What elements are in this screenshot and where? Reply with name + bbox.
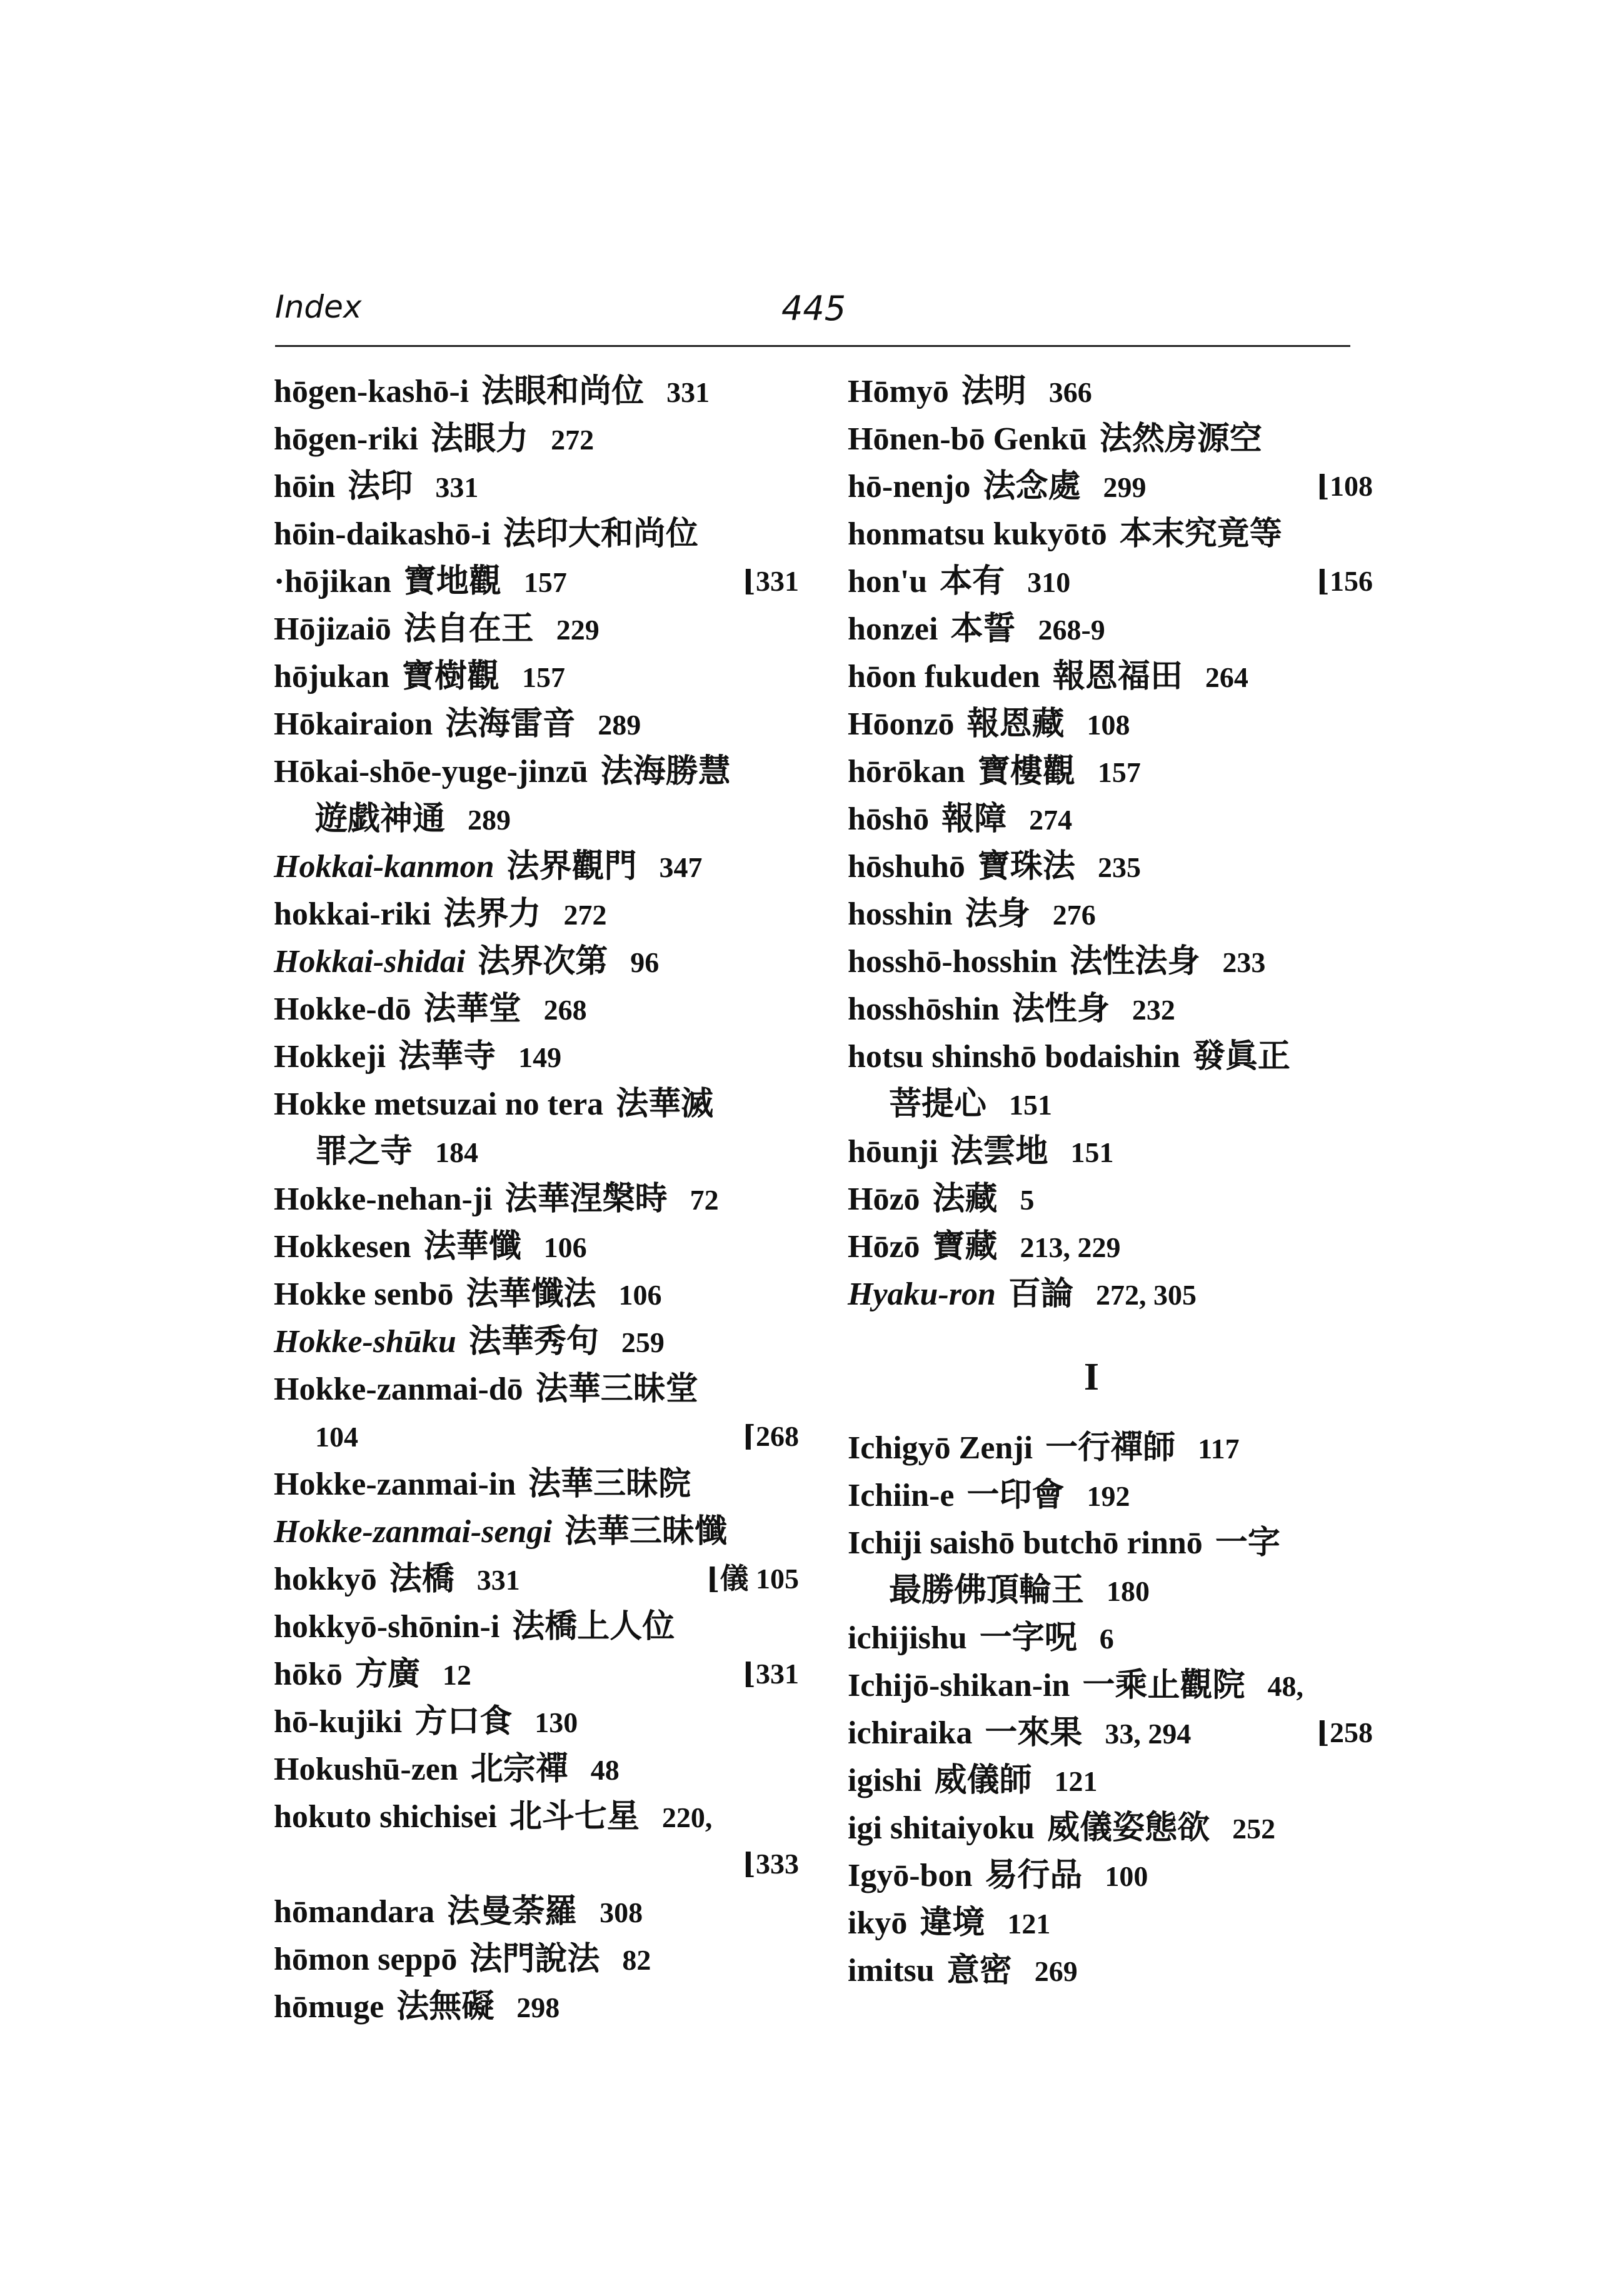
entry-term: Hokkai-kanmon — [274, 849, 494, 885]
entry-kanji: 寶珠法 — [977, 848, 1075, 885]
index-entry — [848, 748, 1373, 795]
entry-page-ref: 272 — [551, 424, 595, 456]
entry-page-ref: 157 — [523, 566, 567, 598]
entry-term: Hokke-zanmai-sengi — [274, 1514, 552, 1550]
entry-term: hokkyō-shōnin-i — [274, 1609, 500, 1645]
entry-term: Hokushū-zen — [274, 1752, 458, 1787]
entry-kanji: 寶藏 — [932, 1228, 998, 1265]
entry-kanji: 法華懺 — [423, 1228, 521, 1265]
entry-kanji: 寶樹觀 — [402, 658, 500, 695]
entry-term: Hokke metsuzai no tera — [274, 1086, 604, 1122]
entry-page-ref: 48 — [590, 1754, 620, 1786]
entry-page-ref: 108 — [1087, 709, 1130, 741]
entry-kanji: 法印 — [348, 468, 413, 505]
index-entry — [848, 1270, 1373, 1318]
index-entry — [274, 1745, 799, 1793]
index-entry — [848, 1471, 1373, 1519]
entry-term: Hōmyō — [848, 374, 949, 409]
index-entry — [274, 1270, 799, 1318]
entry-kanji: 方廣 — [354, 1655, 420, 1693]
index-entry — [848, 1424, 1373, 1471]
entry-kanji: 本末究竟等 — [1119, 515, 1282, 553]
index-entry — [274, 558, 799, 605]
entry-term: hō-nenjo — [848, 469, 971, 504]
entry-kanji: 法華寺 — [398, 1038, 496, 1075]
index-entry — [848, 1175, 1373, 1223]
entry-page-ref: 151 — [1070, 1136, 1114, 1168]
entry-page-ref: 213, 229 — [1020, 1231, 1121, 1263]
entry-kanji: 意密 — [946, 1952, 1012, 1989]
entry-term: ikyō — [848, 1905, 908, 1941]
carryover-ref: ⌊108 — [1316, 470, 1373, 502]
index-entry — [274, 510, 799, 558]
entry-term: Igyō-bon — [848, 1858, 973, 1893]
entry-term: hōgen-kashō-i — [274, 374, 469, 409]
entry-page-ref: 259 — [621, 1326, 665, 1358]
entry-term: igishi — [848, 1763, 922, 1798]
index-entry — [848, 653, 1373, 700]
entry-page-ref: 106 — [543, 1231, 587, 1263]
entry-page-ref: 272 — [563, 899, 607, 931]
entry-page-ref: 100 — [1105, 1860, 1148, 1892]
index-entry — [274, 1033, 799, 1080]
entry-page-ref: 235 — [1097, 851, 1141, 883]
index-entry — [274, 1983, 799, 2030]
index-entry — [848, 700, 1373, 748]
entry-kanji: 法界觀門 — [506, 848, 637, 885]
entry-kanji: 法念處 — [983, 468, 1081, 505]
index-entry — [274, 1603, 799, 1650]
entry-page-ref: 48, — [1267, 1670, 1303, 1702]
entry-page-ref: 130 — [534, 1707, 578, 1738]
entry-term: Hōkai-shōe-yuge-jinzū — [274, 754, 588, 790]
index-entry — [274, 1365, 799, 1413]
index-entry — [848, 1947, 1373, 1994]
index-entry — [274, 1555, 799, 1603]
index-entry — [274, 748, 799, 795]
index-entry — [274, 1223, 799, 1270]
entry-kanji: 法華懺法 — [466, 1275, 596, 1313]
index-entry — [274, 1698, 799, 1745]
entry-term: honmatsu kukyōtō — [848, 516, 1107, 552]
entry-term: hosshō-hosshin — [848, 944, 1058, 980]
index-entry — [848, 1223, 1373, 1270]
entry-term: Hōonzō — [848, 706, 955, 742]
entry-term: hōjukan — [274, 659, 389, 694]
entry-kanji: 方口食 — [414, 1703, 513, 1740]
entry-kanji: 法華三昧堂 — [535, 1370, 698, 1408]
index-entry — [848, 938, 1373, 985]
index-entry — [848, 1899, 1373, 1947]
entry-kanji: 違境 — [920, 1904, 985, 1942]
entry-term: Hōzō — [848, 1229, 920, 1265]
entry-kanji: 寶地觀 — [403, 563, 501, 600]
carryover-ref: ⌊儀 105 — [706, 1563, 799, 1595]
entry-term: hokkyō — [274, 1562, 377, 1597]
entry-term: hōin-daikashō-i — [274, 516, 491, 552]
entry-kanji: 北斗七星 — [509, 1798, 640, 1835]
index-entry — [274, 605, 799, 653]
entry-kanji: 法華堂 — [423, 990, 521, 1028]
entry-term: hōunji — [848, 1134, 938, 1170]
entry-term: imitsu — [848, 1953, 935, 1988]
index-entry-continuation — [274, 795, 799, 843]
entry-kanji: 法華三昧院 — [528, 1465, 691, 1503]
entry-page-ref: 12 — [442, 1659, 471, 1691]
entry-page-ref: 33, 294 — [1105, 1718, 1192, 1750]
entry-kanji: 法眼力 — [431, 420, 529, 458]
index-entry — [274, 1793, 799, 1840]
entry-term: Hokkesen — [274, 1229, 411, 1265]
index-entry — [848, 843, 1373, 890]
index-entry — [848, 1662, 1373, 1709]
index-entry — [274, 463, 799, 510]
carryover-ref: ⌊331 — [742, 565, 799, 597]
index-entry — [274, 1318, 799, 1365]
entry-kanji: 發眞正 — [1192, 1038, 1290, 1075]
entry-page-ref: 269 — [1034, 1955, 1078, 1987]
entry-kanji: 一行禪師 — [1045, 1429, 1176, 1466]
entry-kanji: 法藏 — [932, 1180, 998, 1218]
index-entry-continuation — [274, 1840, 799, 1888]
entry-kanji: 法界次第 — [478, 943, 608, 980]
index-entry — [848, 1852, 1373, 1899]
index-entry — [848, 890, 1373, 938]
entry-page-ref: 276 — [1052, 899, 1096, 931]
entry-kanji: 法海勝慧 — [600, 753, 731, 790]
entry-page-ref: 366 — [1048, 376, 1092, 408]
entry-page-ref: 192 — [1087, 1480, 1130, 1512]
entry-kanji: 威儀師 — [934, 1762, 1032, 1799]
entry-term: hōmandara — [274, 1894, 435, 1930]
entry-kanji: 法華滅 — [616, 1085, 714, 1123]
entry-page-ref: 72 — [690, 1184, 719, 1216]
running-head-label: Index — [275, 289, 362, 325]
entry-page-ref: 268-9 — [1038, 614, 1105, 646]
index-entry — [848, 1804, 1373, 1852]
entry-kanji: 法身 — [965, 895, 1030, 933]
entry-term: ·hōjikan — [274, 564, 391, 599]
index-entry — [848, 415, 1373, 463]
entry-page-ref: 274 — [1029, 804, 1073, 836]
index-entry — [274, 890, 799, 938]
index-entry — [848, 1033, 1373, 1080]
entry-term: hō-kujiki — [274, 1704, 403, 1740]
entry-kanji: 報障 — [941, 800, 1007, 838]
entry-term: Ichijō-shikan-in — [848, 1668, 1070, 1703]
entry-term: hōin — [274, 469, 336, 504]
entry-kanji: 法橋 — [389, 1560, 454, 1598]
entry-kanji: 法眼和尚位 — [481, 373, 645, 410]
entry-page-ref: 289 — [468, 804, 511, 836]
index-entry-continuation — [274, 1413, 799, 1460]
entry-kanji: 法性法身 — [1070, 943, 1200, 980]
carryover-ref: ⌊258 — [1316, 1717, 1373, 1748]
index-entry — [848, 510, 1373, 558]
entry-page-ref: 264 — [1205, 661, 1248, 693]
entry-page-ref: 157 — [522, 661, 566, 693]
carryover-ref: ⌊333 — [742, 1848, 799, 1880]
section-letter: I — [1083, 1356, 1100, 1398]
index-entry — [274, 843, 799, 890]
index-entry — [274, 653, 799, 700]
entry-term: hotsu shinshō bodaishin — [848, 1039, 1180, 1075]
entry-kanji: 法曼荼羅 — [447, 1893, 578, 1930]
entry-page-ref: 117 — [1198, 1433, 1240, 1465]
page-number: 445 — [781, 289, 846, 328]
entry-page-ref: 272, 305 — [1095, 1279, 1197, 1311]
entry-page-ref: 121 — [1054, 1765, 1098, 1797]
running-head — [275, 289, 1350, 345]
entry-page-ref: 310 — [1027, 566, 1071, 598]
entry-term: honzei — [848, 611, 938, 647]
entry-page-ref: 184 — [435, 1136, 479, 1168]
entry-kanji: 菩提心 — [889, 1085, 987, 1123]
entry-term: hōgen-riki — [274, 421, 419, 457]
index-entry — [274, 1175, 799, 1223]
index-entry — [274, 1508, 799, 1555]
entry-page-ref: 289 — [598, 709, 641, 741]
entry-kanji: 一印會 — [966, 1476, 1065, 1514]
entry-page-ref: 5 — [1020, 1184, 1035, 1216]
entry-term: Hokke-zanmai-in — [274, 1466, 516, 1502]
entry-kanji: 法界力 — [443, 895, 541, 933]
entry-term: hokuto shichisei — [274, 1799, 497, 1835]
index-entry — [848, 1757, 1373, 1804]
entry-page-ref: 298 — [516, 1992, 560, 2023]
entry-kanji: 一來果 — [985, 1714, 1083, 1752]
entry-term: ichijishu — [848, 1620, 967, 1656]
entry-page-ref: 220, — [661, 1802, 713, 1833]
entry-term: Hokkai-shidai — [274, 944, 466, 980]
entry-term: Hōjizaiō — [274, 611, 391, 647]
index-entry — [848, 368, 1373, 415]
entry-kanji: 法自在王 — [403, 610, 534, 648]
entry-term: Ichiin-e — [848, 1478, 955, 1513]
entry-page-ref: 180 — [1107, 1575, 1150, 1607]
entry-page-ref: 96 — [630, 946, 660, 978]
entry-term: Hokke-dō — [274, 991, 411, 1027]
entry-kanji: 法門說法 — [469, 1940, 600, 1978]
entry-page-ref: 252 — [1232, 1813, 1276, 1845]
entry-term: Hokke senbō — [274, 1276, 454, 1312]
entry-page-ref: 104 — [315, 1421, 358, 1453]
entry-page-ref: 232 — [1132, 994, 1175, 1026]
entry-page-ref: 331 — [666, 376, 710, 408]
entry-term: hōshō — [848, 801, 930, 837]
entry-kanji: 法明 — [961, 373, 1026, 410]
entry-kanji: 法華三昧懺 — [564, 1513, 727, 1550]
entry-term: Hokke-shūku — [274, 1324, 456, 1360]
entry-term: igi shitaiyoku — [848, 1810, 1035, 1846]
index-column-left — [274, 368, 799, 2030]
entry-kanji: 寶樓觀 — [977, 753, 1075, 790]
entry-term: ichiraika — [848, 1715, 973, 1751]
entry-kanji: 一字 — [1215, 1524, 1280, 1562]
index-entry — [848, 1128, 1373, 1175]
entry-term: hosshōshin — [848, 991, 1000, 1027]
entry-term: Hokke-zanmai-dō — [274, 1371, 523, 1407]
entry-page-ref: 268 — [543, 994, 587, 1026]
index-entry — [274, 938, 799, 985]
entry-kanji: 法無礙 — [396, 1988, 494, 2025]
index-entry — [274, 368, 799, 415]
index-entry — [848, 605, 1373, 653]
entry-page-ref: 331 — [476, 1564, 520, 1596]
entry-page-ref: 6 — [1099, 1623, 1114, 1655]
entry-page-ref: 151 — [1009, 1089, 1053, 1121]
entry-term: Hokkeji — [274, 1039, 386, 1075]
entry-page-ref: 331 — [435, 471, 479, 503]
entry-term: hōkō — [274, 1657, 343, 1692]
entry-kanji: 法海雷音 — [445, 705, 576, 743]
entry-term: Hyaku-ron — [848, 1276, 996, 1312]
entry-term: hon'u — [848, 564, 928, 599]
entry-kanji: 易行品 — [985, 1857, 1083, 1894]
index-entry-continuation — [848, 1567, 1373, 1614]
index-entry — [848, 463, 1373, 510]
entry-page-ref: 157 — [1097, 756, 1141, 788]
index-entry — [848, 795, 1373, 843]
index-entry — [848, 1709, 1373, 1757]
entry-term: Hōnen-bō Genkū — [848, 421, 1087, 457]
index-entry — [848, 1519, 1373, 1567]
entry-term: hōshuhō — [848, 849, 965, 885]
entry-kanji: 遊戯神通 — [315, 800, 446, 838]
carryover-ref: ⌊331 — [742, 1658, 799, 1690]
entry-term: hōmuge — [274, 1989, 384, 2025]
entry-kanji: 罪之寺 — [315, 1133, 413, 1170]
entry-kanji: 法印大和尚位 — [503, 515, 698, 553]
header-rule — [275, 345, 1350, 347]
entry-kanji: 法橋上人位 — [512, 1608, 675, 1645]
entry-page-ref: 106 — [618, 1279, 662, 1311]
entry-kanji: 報恩藏 — [966, 705, 1065, 743]
entry-kanji: 法然房源空 — [1099, 420, 1262, 458]
index-entry — [274, 1650, 799, 1698]
entry-kanji: 最勝佛頂輪王 — [889, 1572, 1085, 1609]
entry-term: hōon fukuden — [848, 659, 1040, 694]
entry-term: hosshin — [848, 896, 953, 932]
entry-kanji: 報恩福田 — [1052, 658, 1183, 695]
entry-kanji: 法華秀句 — [468, 1323, 599, 1360]
entry-term: hōmon seppō — [274, 1942, 458, 1977]
index-entry — [848, 558, 1373, 605]
entry-term: hokkai-riki — [274, 896, 431, 932]
carryover-ref: ⌊156 — [1316, 565, 1373, 597]
entry-term: hōrōkan — [848, 754, 965, 790]
entry-page-ref: 233 — [1222, 946, 1266, 978]
index-entry — [274, 985, 799, 1033]
entry-page-ref: 299 — [1103, 471, 1147, 503]
entry-term: Ichigyō Zenji — [848, 1430, 1033, 1466]
entry-page-ref: 121 — [1007, 1908, 1051, 1940]
entry-kanji: 法性身 — [1011, 990, 1110, 1028]
index-entry — [848, 985, 1373, 1033]
index-entry — [274, 1888, 799, 1935]
entry-page-ref: 347 — [659, 851, 703, 883]
index-column-right — [848, 368, 1373, 1994]
index-entry — [274, 1460, 799, 1508]
entry-kanji: 一字呪 — [979, 1619, 1077, 1657]
entry-page-ref: 229 — [556, 614, 600, 646]
entry-kanji: 本有 — [940, 563, 1005, 600]
entry-page-ref: 149 — [518, 1041, 562, 1073]
entry-kanji: 北宗禪 — [470, 1750, 568, 1788]
entry-term: Hōkairaion — [274, 706, 433, 742]
entry-term: Ichiji saishō butchō rinnō — [848, 1525, 1203, 1561]
entry-kanji: 本誓 — [950, 610, 1016, 648]
entry-kanji: 一乘止觀院 — [1082, 1667, 1245, 1704]
index-entry-continuation — [848, 1080, 1373, 1128]
index-entry — [274, 700, 799, 748]
entry-term: Hōzō — [848, 1181, 920, 1217]
index-entry-continuation — [274, 1128, 799, 1175]
entry-kanji: 百論 — [1008, 1275, 1073, 1313]
entry-page-ref: 308 — [600, 1897, 643, 1928]
entry-page-ref: 82 — [622, 1944, 651, 1976]
entry-kanji: 威儀姿態欲 — [1047, 1809, 1210, 1847]
index-entry — [848, 1614, 1373, 1662]
index-entry — [274, 415, 799, 463]
entry-term: Hokke-nehan-ji — [274, 1181, 493, 1217]
entry-kanji: 法雲地 — [950, 1133, 1048, 1170]
index-entry — [274, 1080, 799, 1128]
entry-kanji: 法華涅槃時 — [504, 1180, 668, 1218]
index-entry — [274, 1935, 799, 1983]
carryover-ref: ⌈268 — [742, 1420, 799, 1452]
